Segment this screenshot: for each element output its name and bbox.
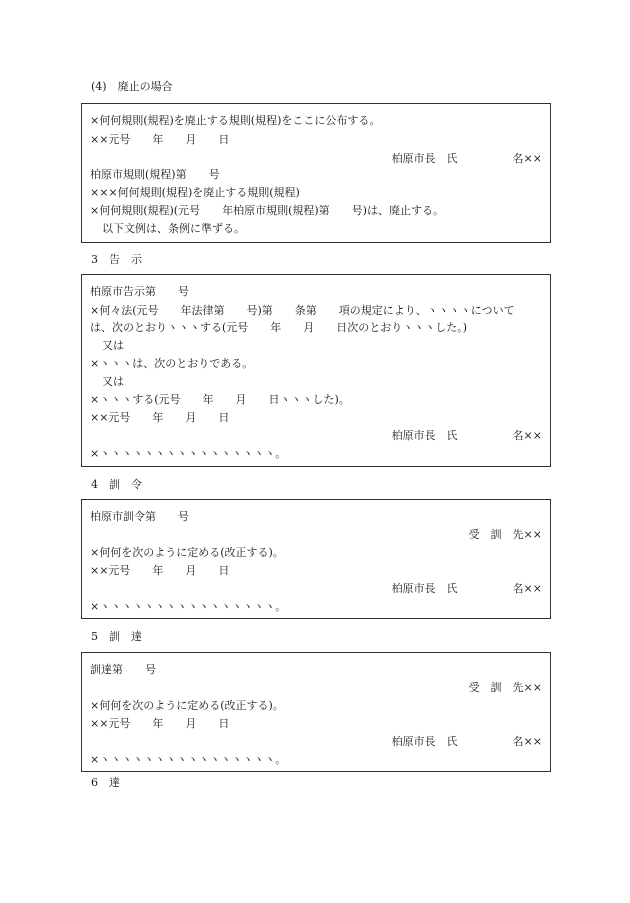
text-line: ××元号 年 月 日 bbox=[90, 564, 230, 577]
text-line: ×何何規則(規程)を廃止する規則(規程)をここに公布する。 bbox=[90, 114, 381, 127]
section-heading: 3 告 示 bbox=[91, 253, 142, 266]
text-line: ×何何を次のように定める(改正する)。 bbox=[90, 699, 284, 712]
text-line: ×××何何規則(規程)を廃止する規則(規程) bbox=[90, 186, 300, 199]
text-line: ××元号 年 月 日 bbox=[90, 717, 230, 730]
text-line: ×何何を次のように定める(改正する)。 bbox=[90, 546, 284, 559]
template-box bbox=[81, 103, 551, 243]
text-line: ×ヽヽヽヽヽヽヽヽヽヽヽヽヽヽヽヽ。 bbox=[90, 753, 287, 766]
text-line: ××元号 年 月 日 bbox=[90, 133, 230, 146]
section-heading: (4) 廃止の場合 bbox=[91, 80, 173, 93]
signature-line: 柏原市長 氏 名×× bbox=[391, 735, 542, 748]
text-line: ×ヽヽヽは、次のとおりである。 bbox=[90, 357, 254, 370]
text-line: 柏原市告示第 号 bbox=[90, 285, 189, 298]
section-heading: 6 達 bbox=[91, 776, 120, 789]
section-heading: 4 訓 令 bbox=[91, 478, 142, 491]
signature-line: 柏原市長 氏 名×× bbox=[391, 582, 542, 595]
text-line: 以下文例は、条例に準ずる。 bbox=[102, 222, 245, 235]
signature-line: 受 訓 先×× bbox=[468, 528, 542, 541]
text-line: ×何何規則(規程)(元号 年柏原市規則(規程)第 号)は、廃止する。 bbox=[90, 204, 444, 217]
signature-line: 柏原市長 氏 名×× bbox=[391, 152, 542, 165]
text-line: ×何々法(元号 年法律第 号)第 条第 項の規定により、ヽヽヽヽについて bbox=[90, 304, 515, 317]
section-heading: 5 訓 達 bbox=[91, 630, 142, 643]
text-line: ×ヽヽヽヽヽヽヽヽヽヽヽヽヽヽヽヽ。 bbox=[90, 600, 287, 613]
template-box bbox=[81, 274, 551, 467]
text-line: ×ヽヽヽヽヽヽヽヽヽヽヽヽヽヽヽヽ。 bbox=[90, 447, 287, 460]
text-line: ×ヽヽヽする(元号 年 月 日ヽヽヽした)。 bbox=[90, 393, 350, 406]
text-line: 柏原市規則(規程)第 号 bbox=[90, 168, 220, 181]
template-box bbox=[81, 652, 551, 772]
signature-line: 柏原市長 氏 名×× bbox=[391, 429, 542, 442]
text-line: 又は bbox=[102, 339, 124, 352]
signature-line: 受 訓 先×× bbox=[468, 681, 542, 694]
text-line: ××元号 年 月 日 bbox=[90, 411, 230, 424]
text-line: 訓達第 号 bbox=[90, 663, 156, 676]
text-line: 柏原市訓令第 号 bbox=[90, 510, 189, 523]
text-line: 又は bbox=[102, 375, 124, 388]
template-box bbox=[81, 499, 551, 619]
text-line: は、次のとおりヽヽヽする(元号 年 月 日次のとおりヽヽヽした。) bbox=[90, 321, 468, 334]
